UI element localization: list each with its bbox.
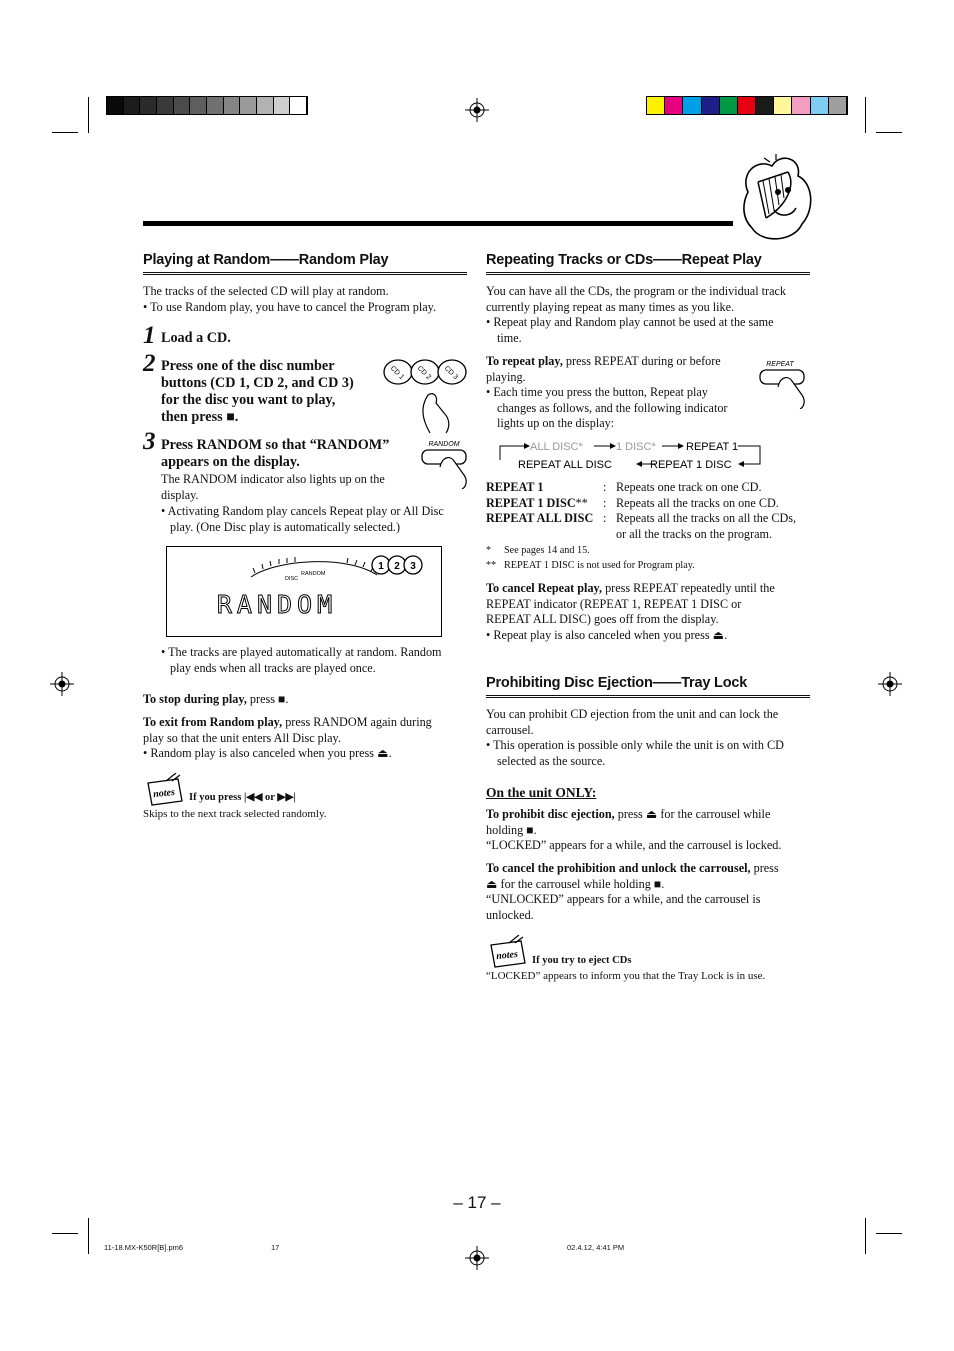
exit-bullet: • Random play is also canceled when you press ⏏. <box>143 746 392 761</box>
crop-mark <box>88 97 89 133</box>
tray-intro-line: carrousel. <box>486 722 534 737</box>
cd2-button <box>411 360 439 384</box>
cancel-text: press REPEAT repeatedly until the <box>602 581 775 595</box>
calibration-swatch <box>647 97 665 114</box>
each-bullet-line: lights up on the display: <box>497 416 615 431</box>
random-after-bullet <box>161 645 442 676</box>
unlock-line2: ⏏ for the carrousel while holding ■. <box>486 876 665 891</box>
crop-mark <box>865 97 866 133</box>
registration-mark <box>50 672 74 696</box>
mode-desc: Repeats all the tracks on one CD. <box>616 495 779 510</box>
calibration-swatch <box>702 97 720 114</box>
calibration-swatch <box>738 97 756 114</box>
crop-mark <box>52 132 78 133</box>
step3-text <box>161 437 389 471</box>
cancel-bullet: • Repeat play is also canceled when you press ⏏. <box>486 627 728 642</box>
mode-desc: Repeats one track on one CD. <box>616 480 762 494</box>
exit-line2: play so that the unit enters All Disc play. <box>143 730 341 745</box>
cd-buttons-illustration <box>380 355 470 435</box>
step1-text: Load a CD. <box>161 330 231 346</box>
calibration-swatch <box>207 97 224 114</box>
display-disc-icons <box>372 556 422 574</box>
cd3-button-label: CD 3 <box>442 364 460 382</box>
unlock-instruction <box>486 861 779 923</box>
calibration-swatch <box>774 97 792 114</box>
footnote-mark: ** <box>486 560 497 571</box>
tray-bullet-line: selected as the source. <box>497 753 606 768</box>
calibration-swatch <box>224 97 241 114</box>
repeat-intro-bullet: time. <box>497 330 522 345</box>
unlocked-line: unlocked. <box>486 907 534 922</box>
prohibit-line2: holding ■. <box>486 822 537 837</box>
to-repeat-label: To repeat play, <box>486 354 563 368</box>
repeat-cycle-diagram <box>496 436 766 472</box>
display-panel <box>166 546 442 637</box>
calibration-swatch <box>792 97 810 114</box>
step-number: 3 <box>143 428 156 455</box>
heading-rule <box>143 272 467 275</box>
random-notes-text: Skips to the next track selected randomly. <box>143 808 327 820</box>
repeat-intro-bullet: • Repeat play and Random play cannot be used at the same <box>486 315 774 330</box>
crop-mark <box>52 1233 78 1234</box>
footnote-text: See pages 14 and 15. <box>504 545 590 556</box>
to-repeat-instruction <box>486 354 728 432</box>
repeat-button-illustration <box>758 357 814 409</box>
footnote <box>486 544 590 558</box>
cancel-line: REPEAT ALL DISC) goes off from the display. <box>486 612 719 627</box>
exit-text: press RANDOM again during <box>282 715 432 729</box>
calibration-swatch <box>756 97 774 114</box>
step3-body-line: display. <box>161 487 199 502</box>
cycle-1-disc: 1 DISC* <box>616 441 656 453</box>
display-random-indicator: RANDOM <box>301 571 326 577</box>
prohibit-label: To prohibit disc ejection, <box>486 807 615 821</box>
step3-bullet-line: play. (One Disc play is automatically selected.) <box>170 519 401 534</box>
random-button-illustration <box>418 437 474 489</box>
calibration-swatch <box>140 97 157 114</box>
step2-line: then press ■. <box>161 409 239 425</box>
tray-lock-intro <box>486 707 784 769</box>
crop-mark <box>876 132 902 133</box>
calibration-swatch <box>157 97 174 114</box>
cycle-all-disc: ALL DISC* <box>530 441 583 453</box>
notes-icon-label: notes <box>495 948 519 963</box>
repeat-intro-line: You can have all the CDs, the program or the individual track <box>486 284 786 298</box>
cycle-repeat-1: REPEAT 1 <box>686 441 739 453</box>
random-notes-title: If you press |◀◀ or ▶▶| <box>189 792 296 803</box>
prohibit-text: press ⏏ for the carrousel while <box>614 807 771 821</box>
after-bullet-line: • The tracks are played automatically at random. Random <box>161 645 442 659</box>
prohibit-instruction <box>486 807 781 854</box>
mode-colon: : <box>603 511 607 526</box>
tray-lock-heading: Prohibiting Disc Ejection——Tray Lock <box>486 675 748 691</box>
step3-line: appears on the display. <box>161 454 300 470</box>
calibration-swatch <box>257 97 274 114</box>
tray-intro-line: You can prohibit CD ejection from the unit and can lock the <box>486 707 779 721</box>
cancel-label: To cancel Repeat play, <box>486 581 603 595</box>
calibration-swatch <box>720 97 738 114</box>
registration-mark <box>465 98 489 122</box>
cd1-button-label: CD 1 <box>388 364 406 382</box>
mode-colon: : <box>603 495 607 510</box>
random-play-heading: Playing at Random——Random Play <box>143 252 389 268</box>
footnote-mark: * <box>486 545 492 556</box>
display-disc-number: 1 <box>378 561 384 572</box>
heading-rule <box>486 695 810 698</box>
to-repeat-text: press REPEAT during or before <box>562 354 721 368</box>
crop-mark <box>865 1218 866 1254</box>
step2-text <box>161 358 391 426</box>
step-number: 1 <box>143 322 156 349</box>
cd3-button <box>438 360 466 384</box>
cancel-repeat-instruction <box>486 581 775 643</box>
crop-mark <box>876 1233 902 1234</box>
display-disc-indicator: DISC <box>285 576 299 582</box>
calibration-swatch <box>124 97 141 114</box>
exit-label: To exit from Random play, <box>143 715 283 729</box>
stop-text: press ■. <box>246 692 289 706</box>
pressing-finger-icon <box>423 394 449 433</box>
footer-file: 11-18.MX-K50R[B].pm6 <box>104 1243 184 1252</box>
display-disc-number: 2 <box>394 561 400 572</box>
calibration-swatch <box>274 97 291 114</box>
mode-name: REPEAT 1 <box>486 480 544 494</box>
calibration-swatch <box>174 97 191 114</box>
display-disc-number: 3 <box>410 561 416 572</box>
cd1-button <box>384 360 412 384</box>
calibration-swatch <box>811 97 829 114</box>
mode-desc: Repeats all the tracks on all the CDs, <box>616 511 797 526</box>
unlock-label: To cancel the prohibition and unlock the carrousel, <box>486 861 751 875</box>
calibration-swatch <box>290 97 307 114</box>
footnote <box>486 559 695 573</box>
step3-line: Press RANDOM so that “RANDOM” <box>161 437 390 453</box>
repeat-intro-line: currently playing repeat as many times as you like. <box>486 299 735 314</box>
to-repeat-line2: playing. <box>486 369 526 384</box>
after-bullet-line: play ends when all tracks are played once. <box>170 660 376 675</box>
calibration-swatch <box>107 97 124 114</box>
step2-line: for the disc you want to play, <box>161 392 336 408</box>
calibration-swatch <box>665 97 683 114</box>
calibration-swatch <box>683 97 701 114</box>
step-number: 2 <box>143 350 156 377</box>
repeat-play-heading: Repeating Tracks or CDs——Repeat Play <box>486 252 762 268</box>
random-button-label: RANDOM <box>428 441 460 448</box>
notes-icon <box>144 773 188 807</box>
cycle-repeat-1-disc: REPEAT 1 DISC <box>650 459 732 471</box>
cancel-line: REPEAT indicator (REPEAT 1, REPEAT 1 DISC or <box>486 596 742 611</box>
footer-date: 02.4.12, 4:41 PM <box>567 1243 625 1252</box>
random-intro: The tracks of the selected CD will play at random. <box>143 284 389 298</box>
mode-mark: ** <box>575 495 588 510</box>
stop-label: To stop during play, <box>143 692 247 706</box>
stop-instruction <box>143 692 288 708</box>
mode-desc: or all the tracks on the program. <box>616 526 773 541</box>
calibration-swatch <box>190 97 207 114</box>
notes-icon-label: notes <box>152 786 176 801</box>
mode-name: REPEAT ALL DISC <box>486 511 594 526</box>
page-number: – 17 – <box>453 1193 501 1212</box>
color-calibration-bar <box>646 96 848 115</box>
gray-calibration-bar <box>106 96 308 115</box>
locked-line: “LOCKED” appears for a while, and the carrousel is locked. <box>486 838 782 853</box>
unlock-text: press <box>750 861 779 875</box>
display-main-text: RANDOM <box>216 590 338 619</box>
repeat-intro <box>486 284 786 346</box>
mode-colon: : <box>603 480 607 494</box>
notes-icon <box>487 935 531 969</box>
each-bullet-line: • Each time you press the button, Repeat play <box>486 385 708 400</box>
calibration-swatch <box>240 97 257 114</box>
step3-body <box>161 472 385 503</box>
each-bullet-line: changes as follows, and the following indicator <box>497 400 728 415</box>
registration-mark <box>878 672 902 696</box>
calibration-swatch <box>829 97 847 114</box>
step2-line: Press one of the disc number <box>161 358 335 374</box>
exit-instruction <box>143 715 432 762</box>
step3-body-line: The RANDOM indicator also lights up on the <box>161 472 385 486</box>
step2-line: buttons (CD 1, CD 2, and CD 3) <box>161 375 354 391</box>
registration-mark <box>465 1246 489 1270</box>
cd2-button-label: CD 2 <box>415 364 433 382</box>
tray-notes-text: “LOCKED” appears to inform you that the Tray Lock is in use. <box>486 970 766 982</box>
repeat-button-label: REPEAT <box>766 361 794 368</box>
unlocked-line: “UNLOCKED” appears for a while, and the carrousel is <box>486 892 761 907</box>
harp-mascot-icon <box>736 152 816 244</box>
step3-bullet <box>161 504 444 535</box>
heading-rule <box>486 272 810 275</box>
footnote-text: REPEAT 1 DISC is not used for Program play. <box>504 560 695 571</box>
top-banner-rule <box>143 221 733 226</box>
random-intro-bullet: • To use Random play, you have to cancel the Program play. <box>143 300 437 314</box>
footer-page: 17 <box>271 1243 280 1252</box>
tray-notes-title: If you try to eject CDs <box>532 955 632 966</box>
mode-name: REPEAT 1 DISC <box>486 495 576 510</box>
unit-only-label: On the unit ONLY: <box>486 785 597 800</box>
step3-bullet-line: • Activating Random play cancels Repeat play or All Disc <box>161 504 444 518</box>
crop-mark <box>88 1218 89 1254</box>
tray-bullet-line: • This operation is possible only while the unit is on with CD <box>486 738 784 753</box>
cycle-repeat-all-disc: REPEAT ALL DISC <box>518 459 612 471</box>
